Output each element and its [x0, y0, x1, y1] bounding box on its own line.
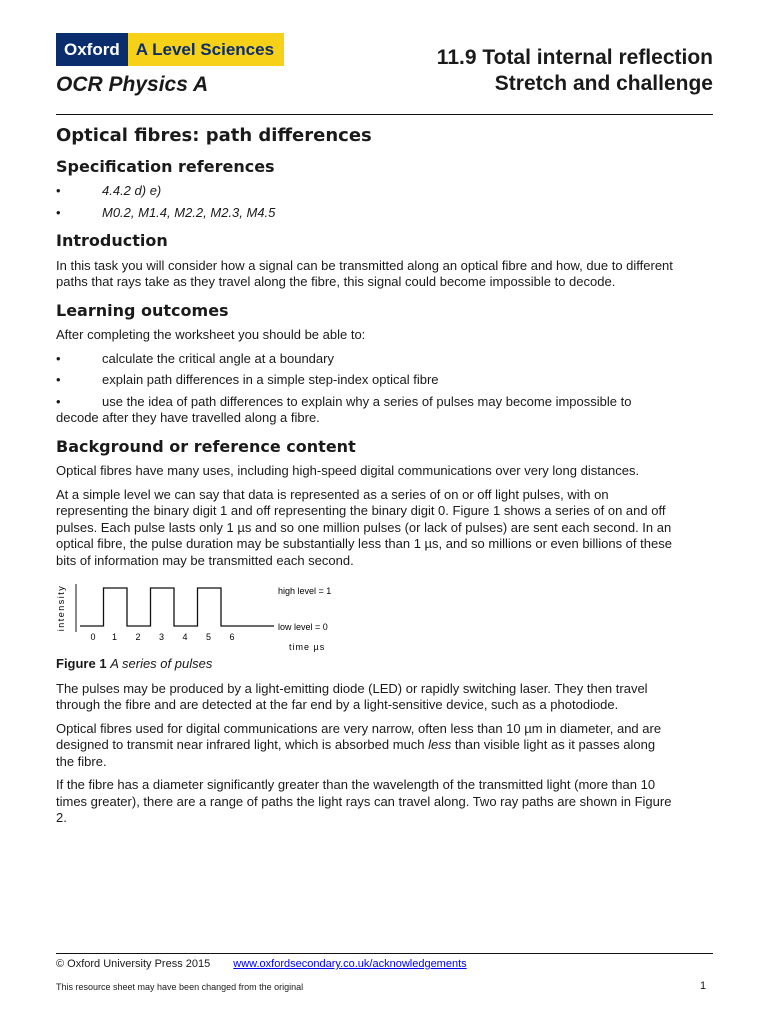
outcome-item-1: calculate the critical angle at a boundary	[102, 350, 334, 366]
spec-list	[56, 183, 676, 221]
page-number: 1	[700, 980, 707, 992]
logo-oxford-label: Oxford	[56, 33, 128, 66]
figure-caption-text: A series of pulses	[110, 656, 213, 671]
intro-text: In this task you will consider how a signal can be transmitted along an optical fibre and how, due to different paths that rays take as they travel along the fibre, this signal could become impossible to decode.	[56, 257, 673, 289]
acknowledgements-link[interactable]: www.oxfordsecondary.co.uk/acknowledgements	[233, 958, 467, 970]
page-title: Optical fibres: path differences	[56, 125, 372, 146]
tick-label: 6	[229, 632, 235, 642]
background-p3: The pulses may be produced by a light-emitting diode (LED) or rapidly switching laser. They then travel through the fibre and are detected at the far end by a light-sensitive device, such as a photodiode.	[56, 680, 648, 712]
subject-title: OCR Physics A	[56, 73, 209, 96]
page-header	[56, 33, 713, 113]
spec-item-2: M0.2, M1.4, M2.2, M2.3, M4.5	[102, 204, 276, 220]
tick-label: 2	[135, 632, 141, 642]
background-p4-emphasis: less	[428, 737, 452, 752]
background-p5: If the fibre has a diameter significantly greater than the wavelength of the transmitted light (more than 10 times greater), there are a range of paths the light rays can travel along. Two ray paths are shown in Figure 2.	[56, 777, 672, 825]
background-p4-a: Optical fibres used for digital communications are very narrow, often less than 10 µm in diameter, and are designed to transmit near infrared light, which is absorbed much	[56, 720, 662, 752]
outcomes-list	[56, 351, 676, 427]
logo-series-label: A Level Sciences	[128, 33, 284, 66]
tick-label: 3	[158, 632, 165, 642]
tick-label: 4	[182, 632, 188, 642]
background-p2: At a simple level we can say that data is represented as a series of on or off light pulses, with on representing the binary digit 1 and off representing the binary digit 0. Figure 1 shows a series of on and off pulses. Each pulse lasts only 1 µs and so one million pulses (or lack of pulses) are sent each second. In an optical fibre, the pulse duration may be substantially less than 1 µs, and so millions or even billions of these bits of information may be transmitted each second.	[56, 486, 672, 568]
high-level-label: high level = 1	[278, 586, 332, 596]
main-content	[56, 125, 676, 834]
tick-label: 5	[205, 632, 212, 642]
pulse-line	[80, 588, 274, 626]
figure-caption	[56, 656, 676, 673]
pulse-diagram	[56, 576, 356, 652]
intro-heading: Introduction	[56, 231, 168, 250]
tick-label: 1	[111, 632, 118, 642]
list-item	[56, 394, 676, 427]
section-title-line1: 11.9 Total internal reflection	[436, 46, 713, 69]
section-title	[437, 45, 713, 97]
oxford-logo	[56, 33, 284, 66]
list-item	[56, 183, 676, 200]
background-heading: Background or reference content	[56, 436, 356, 456]
outcomes-lead: After completing the worksheet you should be able to:	[56, 327, 366, 342]
footer-rule	[56, 953, 713, 954]
y-axis-label: intensity	[56, 584, 66, 632]
footer-note: This resource sheet may have been changed from the original	[56, 982, 304, 992]
list-item	[56, 351, 676, 368]
x-axis-label: time µs	[289, 642, 326, 652]
outcomes-heading: Learning outcomes	[56, 300, 229, 320]
pulse-wave	[80, 588, 274, 626]
background-p4-c: than visible light as it passes along the fibre.	[56, 737, 656, 769]
tick-label: 0	[90, 632, 96, 642]
figure-number: Figure 1	[56, 656, 107, 671]
spec-heading: Specification references	[56, 156, 275, 176]
header-rule	[56, 114, 713, 115]
low-level-label: low level = 0	[278, 622, 328, 632]
outcome-item-3: use the idea of path differences to explain why a series of pulses may become impossible to decode after they have travelled along a fibre.	[56, 393, 632, 425]
pulse-figure	[56, 576, 356, 652]
list-item	[56, 205, 676, 222]
list-item	[56, 372, 676, 389]
tick-labels	[90, 632, 234, 642]
background-p1: Optical fibres have many uses, including high-speed digital communications over very long distances.	[56, 463, 640, 478]
footer	[56, 958, 713, 970]
background-p4	[56, 721, 676, 771]
section-title-line2: Stretch and challenge	[494, 72, 713, 95]
outcome-item-2: explain path differences in a simple step-index optical fibre	[102, 372, 439, 387]
spec-item-1: 4.4.2 d) e)	[102, 183, 162, 198]
copyright: © Oxford University Press 2015	[56, 958, 211, 970]
